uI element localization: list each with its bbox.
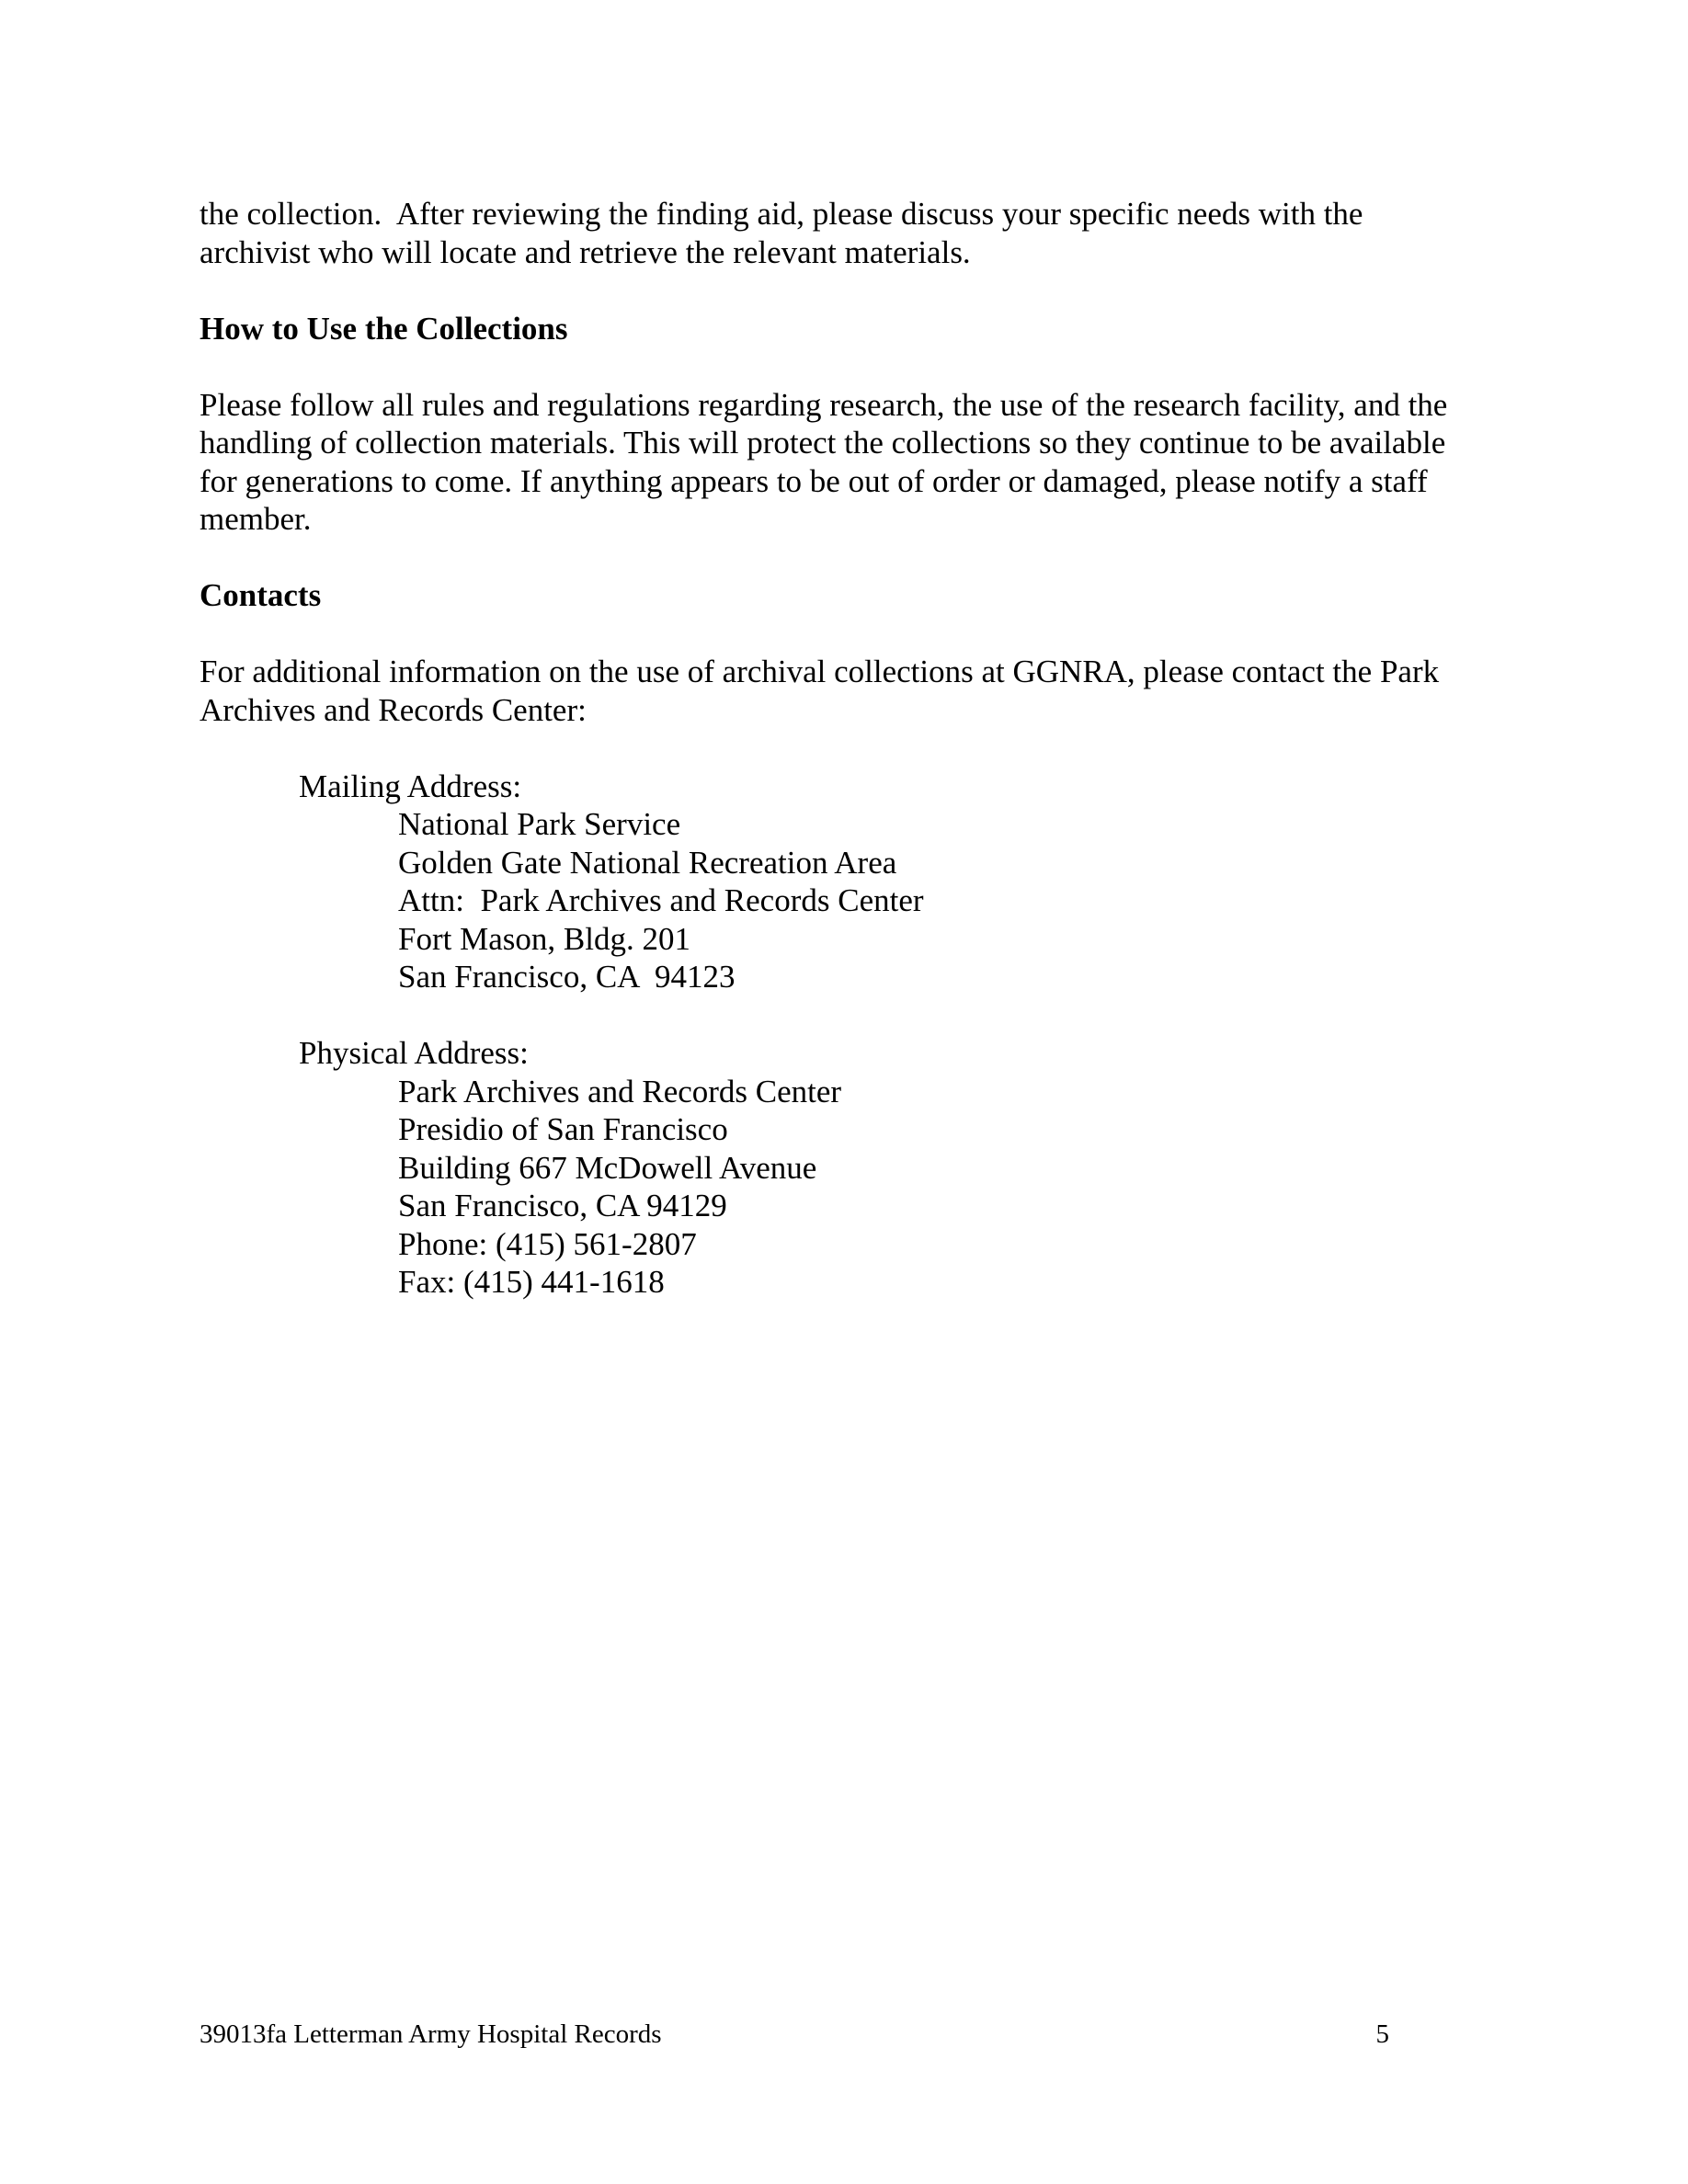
footer-title: 39013fa Letterman Army Hospital Records <box>200 2019 662 2049</box>
how-to-use-paragraph <box>200 386 1505 539</box>
mailing-address-line: Golden Gate National Recreation Area <box>398 844 897 881</box>
phone-number: Phone: (415) 561-2807 <box>398 1225 697 1262</box>
intro-line: the collection. After reviewing the finding aid, please discuss your specific needs with the <box>200 196 1363 232</box>
page-number: 5 <box>1375 2019 1389 2049</box>
how-to-use-heading: How to Use the Collections <box>200 310 568 347</box>
intro-paragraph <box>200 195 1505 271</box>
mailing-address-block <box>200 768 1505 996</box>
physical-address-line: Presidio of San Francisco <box>398 1111 728 1147</box>
contacts-paragraph <box>200 653 1505 729</box>
mailing-address-line: Attn: Park Archives and Records Center <box>398 882 924 918</box>
physical-address-line: Building 667 McDowell Avenue <box>398 1149 817 1186</box>
mailing-address-lines <box>299 805 1505 996</box>
how-to-use-line: handling of collection materials. This will protect the collections so they continue to be available <box>200 425 1446 461</box>
document-body <box>200 195 1505 1339</box>
contacts-line: For additional information on the use of archival collections at GGNRA, please contact the Park <box>200 654 1440 689</box>
how-to-use-line: for generations to come. If anything appears to be out of order or damaged, please notify a staff <box>200 462 1428 499</box>
contacts-line: Archives and Records Center: <box>200 691 587 728</box>
fax-number: Fax: (415) 441-1618 <box>398 1264 665 1300</box>
mailing-address-line: Fort Mason, Bldg. 201 <box>398 920 690 957</box>
physical-address-label: Physical Address: <box>299 1035 529 1071</box>
mailing-address-label: Mailing Address: <box>299 768 522 804</box>
mailing-address-line: San Francisco, CA 94123 <box>398 959 736 995</box>
physical-address-block <box>200 1034 1505 1302</box>
physical-address-lines <box>299 1073 1505 1302</box>
physical-address-line: Park Archives and Records Center <box>398 1073 842 1109</box>
mailing-address-line: National Park Service <box>398 806 681 842</box>
how-to-use-line: member. <box>200 501 312 537</box>
contacts-heading: Contacts <box>200 577 322 613</box>
intro-line: archivist who will locate and retrieve the relevant materials. <box>200 233 971 270</box>
physical-address-line: San Francisco, CA 94129 <box>398 1188 727 1223</box>
how-to-use-line: Please follow all rules and regulations regarding research, the use of the research facility, and the <box>200 386 1448 423</box>
